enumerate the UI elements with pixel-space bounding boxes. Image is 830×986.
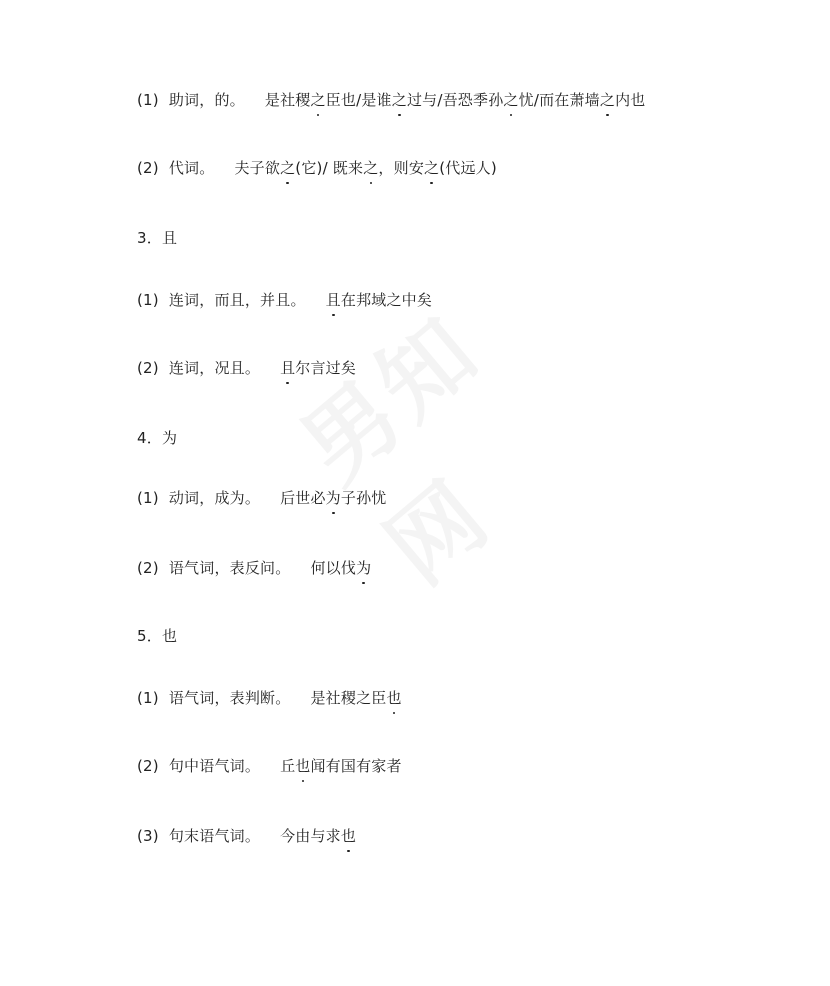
example-sentence xyxy=(280,359,356,377)
example-text: 过与/吾恐季孙 xyxy=(406,91,504,109)
item-number: (2) xyxy=(137,159,159,177)
emphasized-char: 且 xyxy=(325,291,341,309)
example-text: 子孙忧 xyxy=(340,489,387,507)
example-text: (代远人) xyxy=(439,159,497,177)
definition-text: 语气词，表反问。 xyxy=(168,559,291,577)
item-number: (1) xyxy=(137,91,159,109)
definition-line xyxy=(137,756,402,776)
emphasized-char: 之 xyxy=(424,159,440,177)
definition-text: 连词，而且，并且。 xyxy=(168,291,306,309)
definition-line xyxy=(137,688,402,708)
emphasized-char: 为 xyxy=(356,559,372,577)
example-sentence xyxy=(310,689,401,707)
definition-text: 动词，成为。 xyxy=(168,489,261,507)
emphasized-char: 也 xyxy=(295,757,311,775)
example-text: 何以伐 xyxy=(310,559,357,577)
definition-line xyxy=(137,90,646,110)
example-text: 内也 xyxy=(615,91,646,109)
section-heading: 3．且 xyxy=(137,229,178,247)
section-heading: 4．为 xyxy=(137,429,178,447)
example-text: 在邦域之中矣 xyxy=(340,291,433,309)
example-sentence xyxy=(265,91,646,109)
item-number: (3) xyxy=(137,827,159,845)
definition-line xyxy=(137,826,356,846)
definition-text: 连词，况且。 xyxy=(168,359,261,377)
example-text: 忧/而在萧墙 xyxy=(518,91,600,109)
definition-line xyxy=(137,358,356,378)
definition-text: 句中语气词。 xyxy=(168,757,261,775)
emphasized-char: 且 xyxy=(280,359,296,377)
item-number: (2) xyxy=(137,359,159,377)
definition-line xyxy=(137,488,386,508)
item-number: (2) xyxy=(137,559,159,577)
example-sentence xyxy=(310,559,371,577)
emphasized-char: 也 xyxy=(386,689,402,707)
emphasized-char: 之 xyxy=(363,159,379,177)
example-text: 丘 xyxy=(280,757,296,775)
example-text: 尔言过矣 xyxy=(295,359,357,377)
definition-text: 代词。 xyxy=(168,159,215,177)
example-text: 臣也/是谁 xyxy=(325,91,392,109)
emphasized-char: 之 xyxy=(391,91,407,109)
example-sentence xyxy=(280,757,402,775)
definition-text: 助词，的。 xyxy=(168,91,245,109)
emphasized-char: 也 xyxy=(340,827,357,845)
emphasized-char: 为 xyxy=(325,489,341,507)
example-text: ，则安 xyxy=(378,159,425,177)
section-heading: 5．也 xyxy=(137,627,178,645)
example-text: 后世必 xyxy=(280,489,326,507)
example-text: 夫子欲 xyxy=(234,159,281,177)
emphasized-char: 之 xyxy=(310,91,326,109)
definition-text: 句末语气词。 xyxy=(168,827,261,845)
definition-line xyxy=(137,290,432,310)
example-text: (它)/ 既来 xyxy=(295,159,364,177)
example-sentence xyxy=(234,159,496,177)
example-sentence xyxy=(280,489,386,507)
example-text: 今由与求 xyxy=(280,827,341,845)
definition-text: 语气词，表判断。 xyxy=(168,689,291,707)
item-number: (2) xyxy=(137,757,159,775)
emphasized-char: 之 xyxy=(599,91,616,109)
example-text: 是社稷 xyxy=(264,91,311,109)
emphasized-char: 之 xyxy=(280,159,296,177)
item-number: (1) xyxy=(137,291,159,309)
definition-line xyxy=(137,158,497,178)
item-number: (1) xyxy=(137,489,159,507)
example-sentence xyxy=(280,827,356,845)
item-number: (1) xyxy=(137,689,159,707)
example-text: 是社稷之臣 xyxy=(310,689,387,707)
example-sentence xyxy=(326,291,432,309)
emphasized-char: 之 xyxy=(503,91,519,109)
definition-line xyxy=(137,558,371,578)
example-text: 闻有国有家者 xyxy=(310,757,402,775)
